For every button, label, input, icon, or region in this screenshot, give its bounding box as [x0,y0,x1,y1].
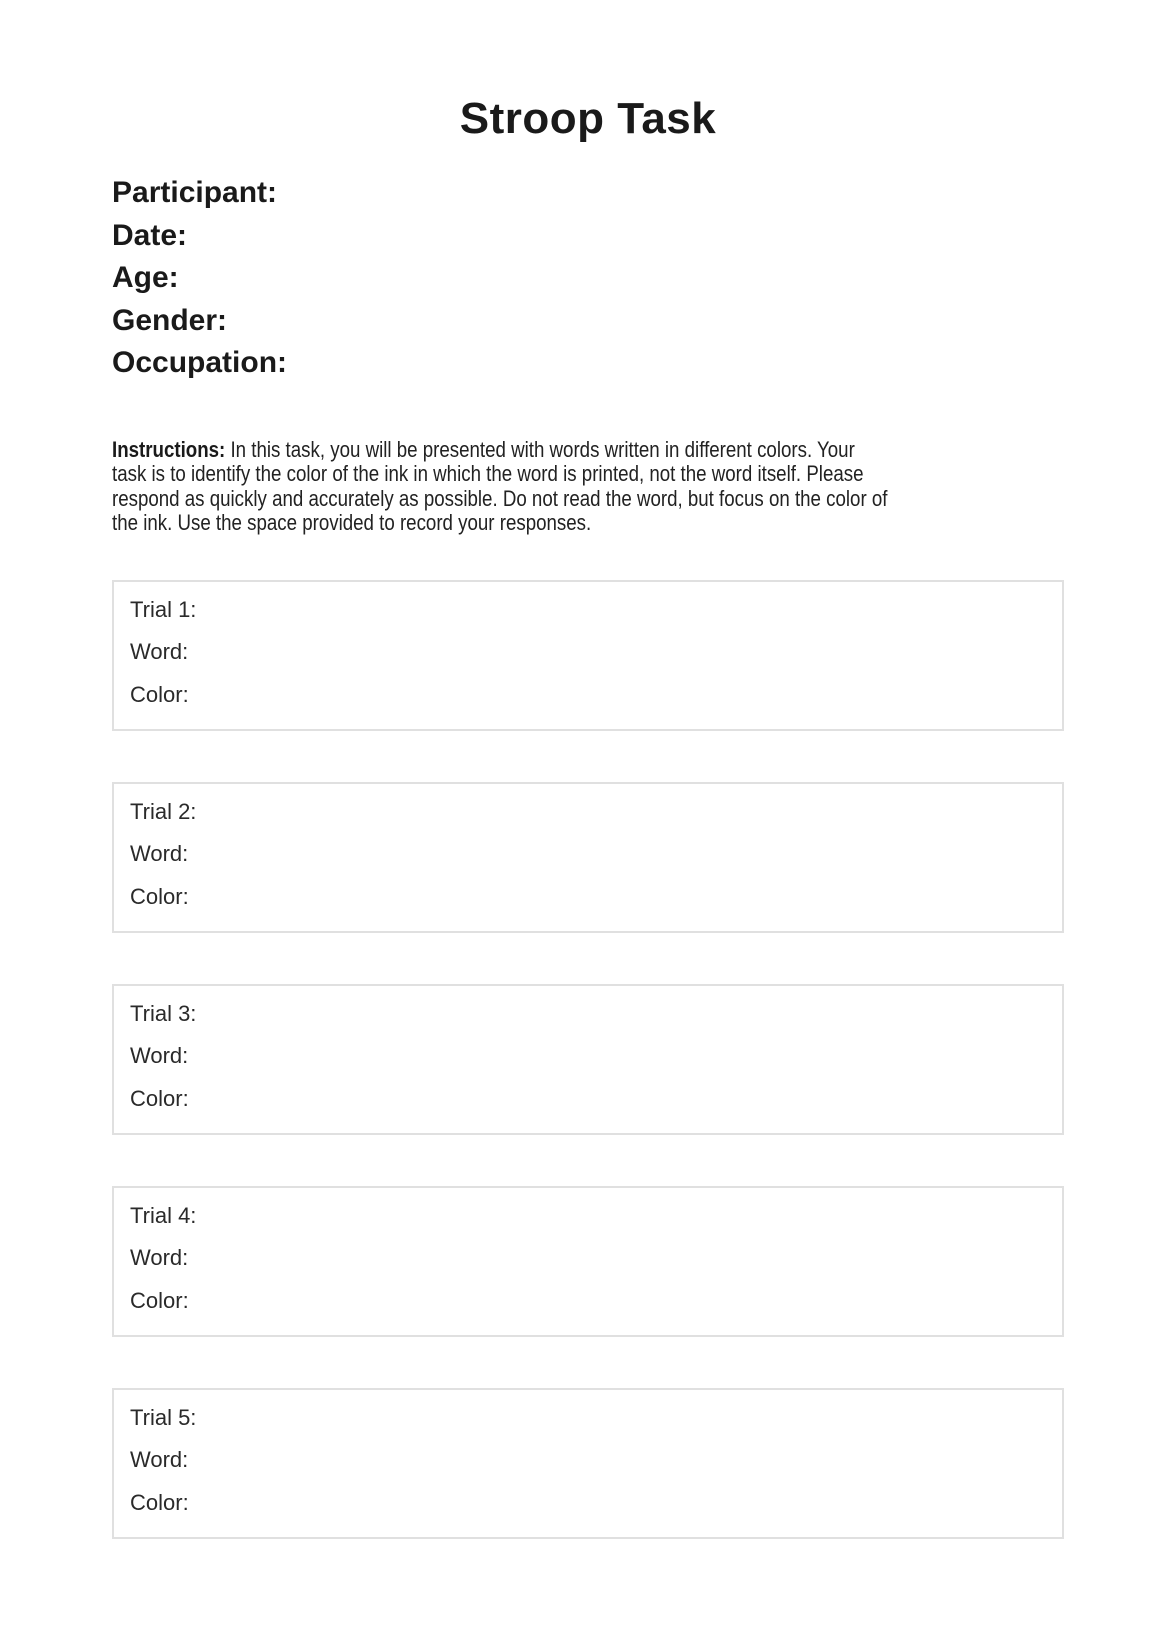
color-label: Color: [130,681,189,707]
date-field-label: Date: [112,218,188,252]
trial-2-box [112,782,1064,933]
participant-info-section [112,172,1064,385]
color-label: Color: [130,1287,189,1313]
trials-section [112,580,1064,1539]
word-label: Word: [130,639,189,664]
trial-1-box [112,580,1064,731]
trial-4-box [112,1186,1064,1337]
instructions-line: task is to identify the color of the ink in which the word is printed, not the word itself. Please [112,461,864,486]
instructions-line: respond as quickly and accurately as possible. Do not read the word, but focus on the color of [112,485,888,511]
instructions-text: In this task, you will be presented with words written in different colors. Your [230,436,855,462]
trial-title: Trial 2: [130,798,197,824]
word-label: Word: [130,841,189,866]
trial-title: Trial 1: [130,596,197,622]
instructions-paragraph [112,438,1062,536]
word-label: Word: [130,1043,189,1068]
instructions-label: Instructions: [112,436,226,462]
trial-title: Trial 3: [130,1000,197,1026]
gender-field-label: Gender: [112,303,228,337]
trial-title: Trial 5: [130,1404,197,1430]
age-field-label: Age: [112,261,179,294]
trial-5-box [112,1388,1064,1539]
occupation-field-label: Occupation: [112,346,288,379]
page-title: Stroop Task [459,94,717,143]
trial-3-box [112,984,1064,1135]
color-label: Color: [130,1489,189,1515]
instructions-line [112,438,1062,463]
instructions-line: the ink. Use the space provided to record your responses. [112,510,592,535]
word-label: Word: [130,1447,189,1472]
participant-field-label: Participant: [112,176,278,209]
color-label: Color: [130,883,189,909]
color-label: Color: [130,1085,189,1111]
word-label: Word: [130,1245,189,1270]
trial-title: Trial 4: [130,1202,197,1228]
